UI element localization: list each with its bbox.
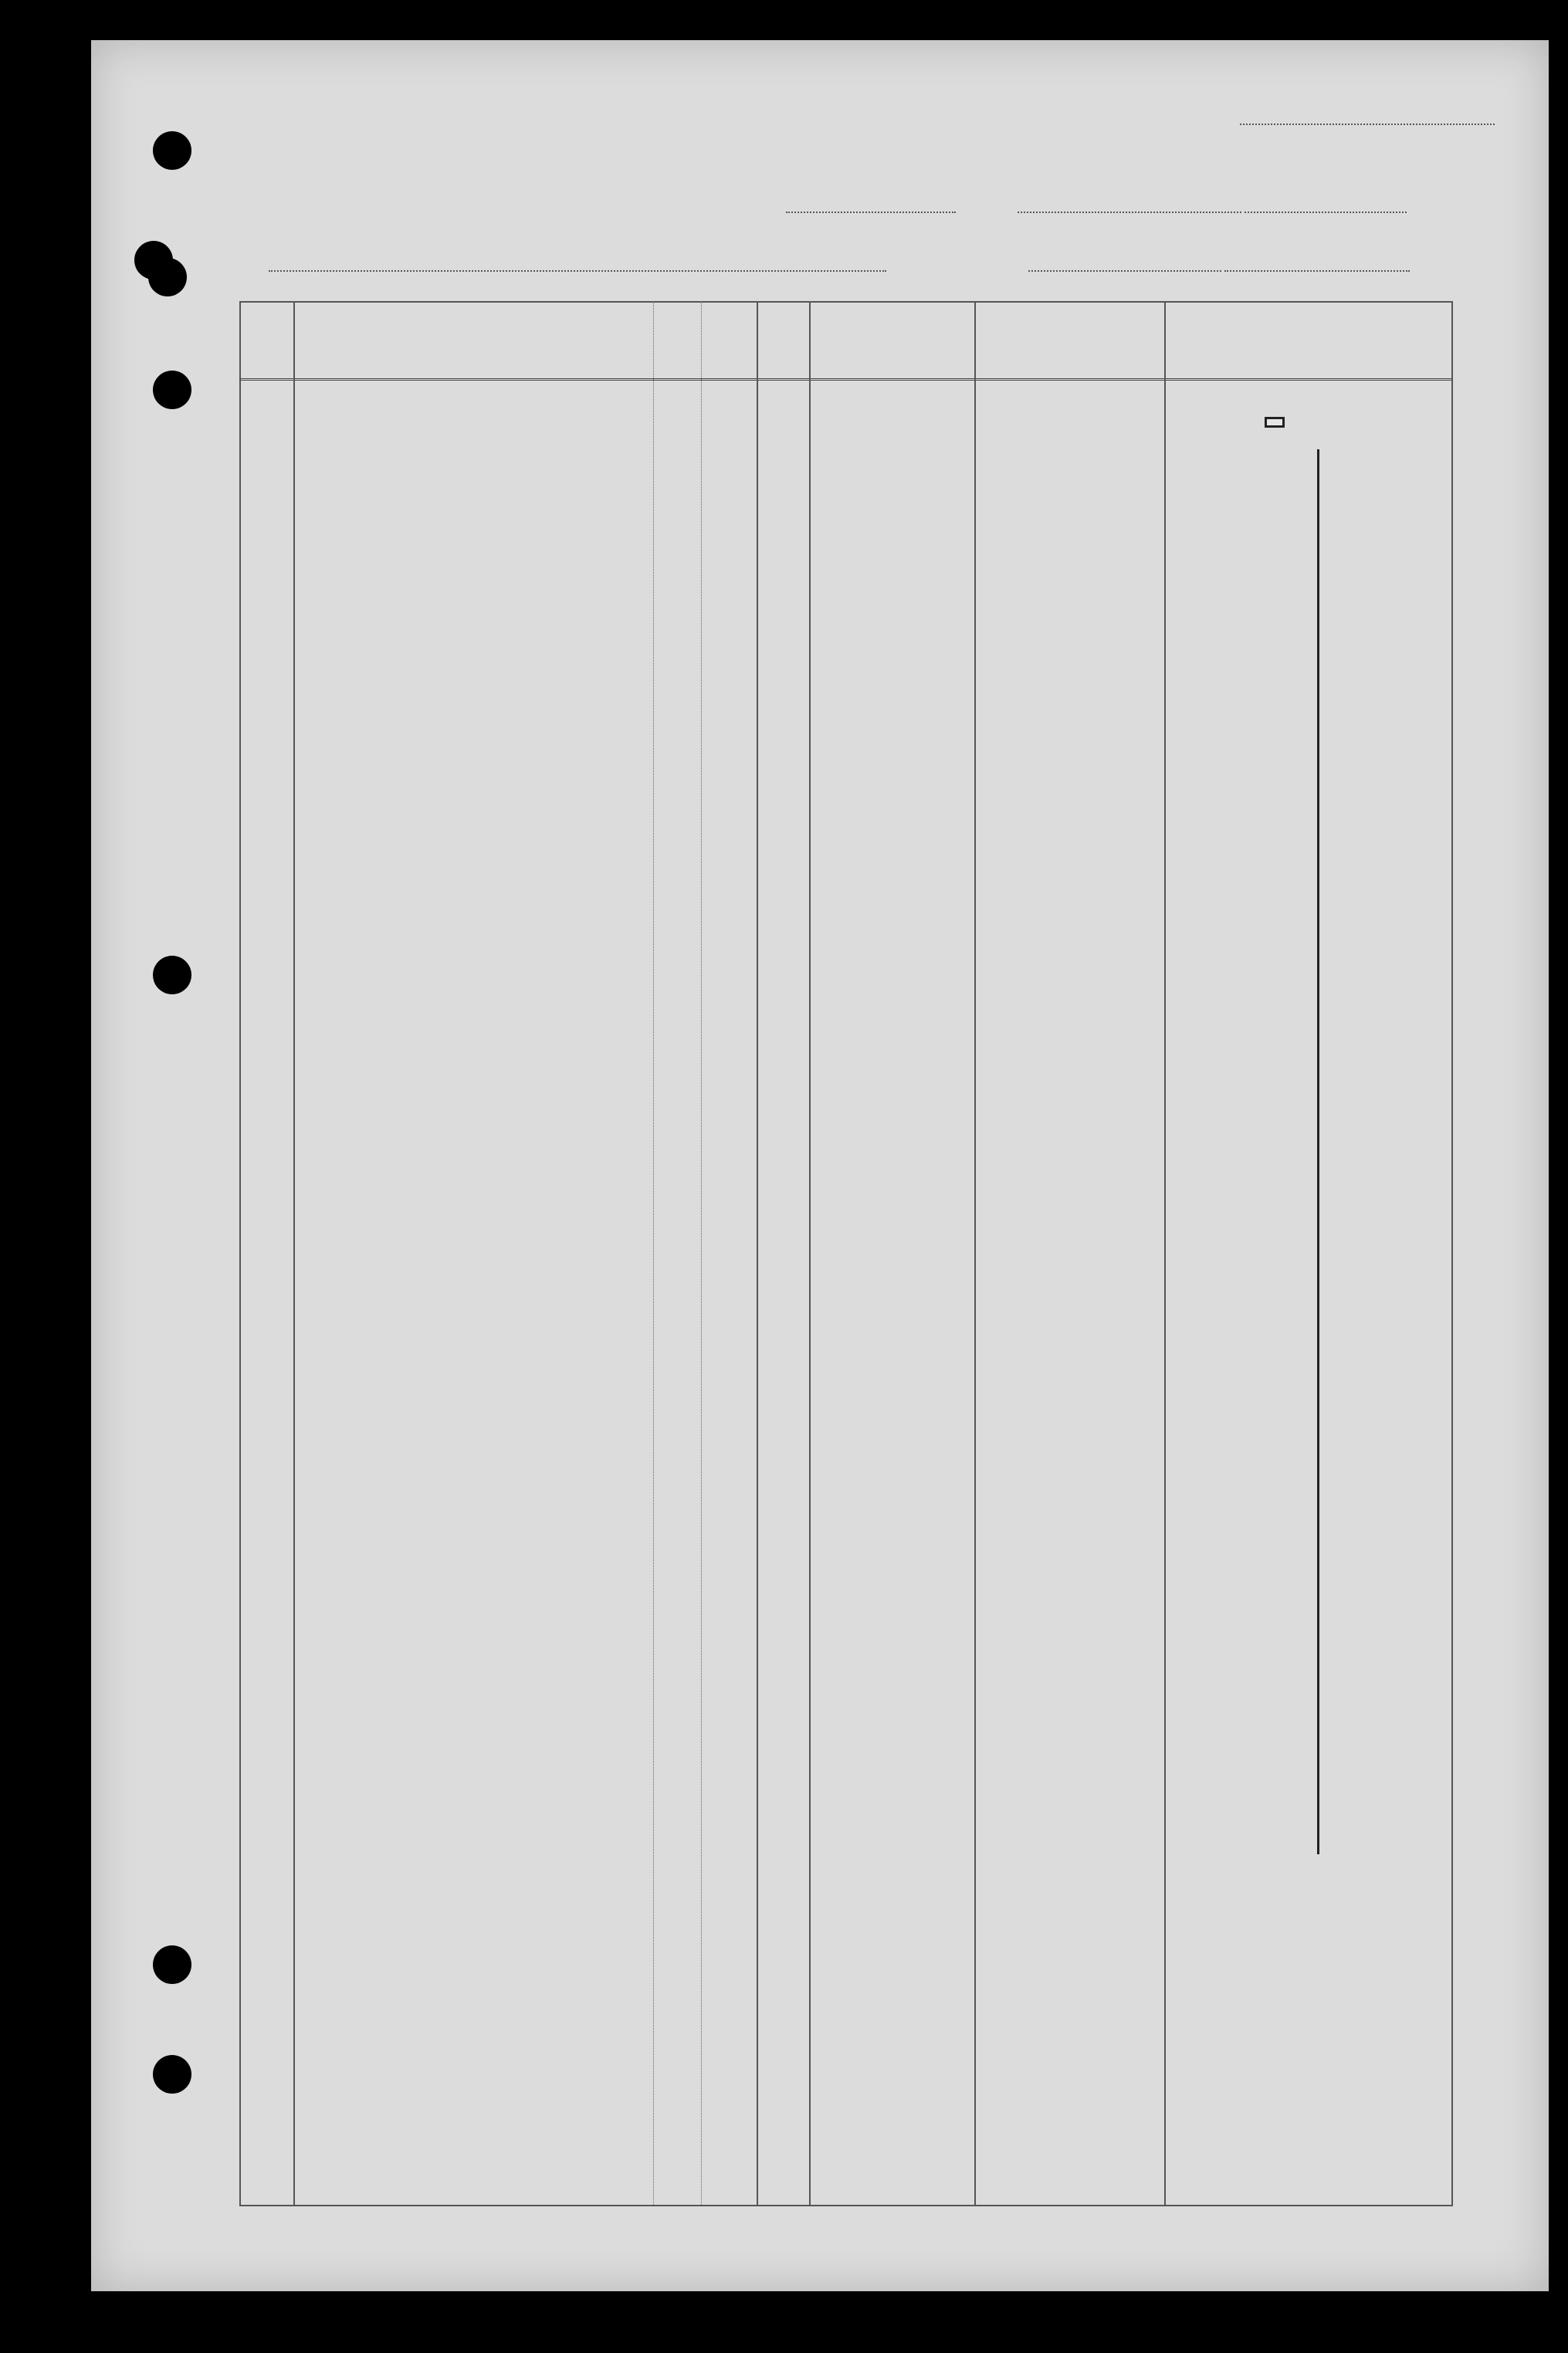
manifest-page bbox=[91, 40, 1549, 2291]
punch-hole bbox=[153, 1945, 191, 1984]
col-divider bbox=[701, 301, 702, 2205]
punch-hole bbox=[153, 131, 191, 170]
punch-hole bbox=[153, 2055, 191, 2094]
embark-date-line bbox=[1245, 212, 1407, 213]
punch-hole bbox=[148, 258, 187, 296]
class-line bbox=[786, 212, 956, 213]
vessel-line bbox=[269, 270, 886, 272]
col-divider bbox=[653, 301, 654, 2205]
arrival-date-line bbox=[1224, 270, 1410, 272]
list-no-line bbox=[1240, 124, 1495, 125]
officer-bracket-line bbox=[1317, 449, 1319, 1854]
from-line bbox=[1018, 212, 1241, 213]
us-cit-stamp bbox=[1265, 417, 1285, 428]
passenger-table bbox=[239, 301, 1453, 2206]
table-header-rule bbox=[239, 378, 1451, 381]
col-divider bbox=[1164, 301, 1166, 2205]
punch-hole bbox=[153, 371, 191, 409]
col-divider bbox=[809, 301, 811, 2205]
col-divider bbox=[974, 301, 976, 2205]
col-divider bbox=[293, 301, 295, 2205]
punch-hole bbox=[153, 956, 191, 994]
arrival-port-line bbox=[1028, 270, 1221, 272]
col-divider bbox=[757, 301, 758, 2205]
